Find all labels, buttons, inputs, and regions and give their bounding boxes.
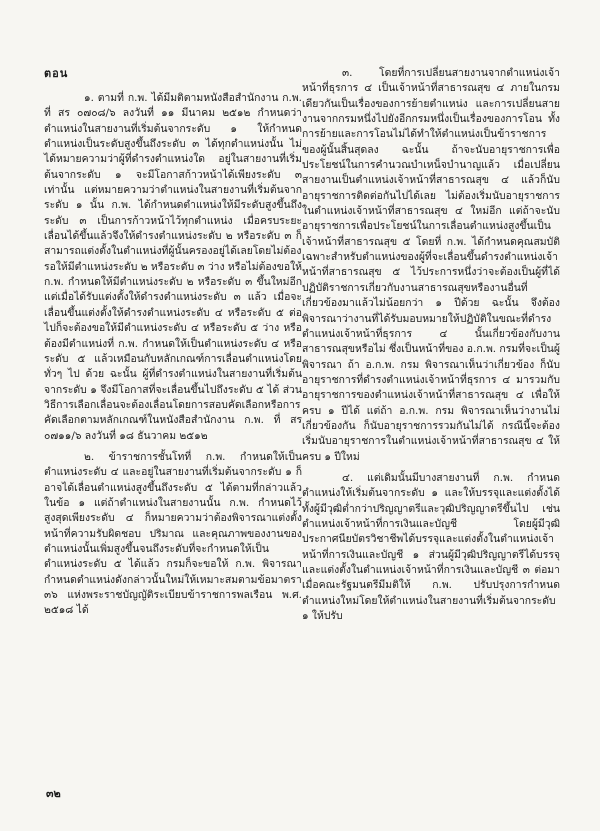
right-column xyxy=(302,66,560,624)
paragraph-2: ๒. ข้าราชการชั้นโทที่ ก.พ. กำหนดให้เป็นตำแหน่งระดับ ๔ และอยู่ในสายงานที่เริ่มต้นจากระดับ ๑ ก็อาจได้เลื่อนตำแหน่งสูงขึ้นถึงระดับ ๕ ได้ตามที่กล่าวแล้วในข้อ ๑ แต่ถ้าตำแหน่งในสายงานนั้น ก.พ. กำหนดไว้สูงสุดเพียงระดับ ๔ ก็หมายความว่าต้องพิจารณาแต่งตั้ง หน้าที่ความรับผิดชอบ ปริมาณ และคุณภาพของงานของตำแหน่งนั้นเพิ่มสูงขึ้นจนถึงระดับที่จะกำหนดให้เป็นตำแหน่งระดับ ๕ ได้แล้ว กรมก็จะขอให้ ก.พ. พิจารณากำหนดตำแหน่งดังกล่าวนั้นใหม่ให้เหมาะสมตามข้อมาตรา ๓๖ แห่งพระราชบัญญัติระเบียบข้าราชการพลเรือน พ.ศ. ๒๕๑๘ ได้ xyxy=(44,450,302,617)
paragraph-3: ๓. โดยที่การเปลี่ยนสายงานจากตำแหน่งเจ้าหน้าที่ธุรการ ๔ เป็นเจ้าหน้าที่สาธารณสุข ๔ ภายในกรมเดียวกันเป็นเรื่องของการย้ายตำแหน่ง และการเปลี่ยนสายงานจากกรมหนึ่งไปยังอีกกรมหนึ่งเป็นเรื่องของการโอน ทั้งการย้ายและการโอนไม่ได้ทำให้ตำแหน่งเป็นข้าราชการของผู้นั้นสิ้นสุดลง ฉะนั้น ถ้าจะนับอายุราชการเพื่อประโยชน์ในการคำนวณบำเหน็จบำนาญแล้ว เมื่อเปลี่ยนสายงานเป็นตำแหน่งเจ้าหน้าที่สาธารณสุข ๔ แล้วก็นับอายุราชการติดต่อกันไปได้เลย ไม่ต้องเริ่มนับอายุราชการในตำแหน่งเจ้าหน้าที่สาธารณสุข ๔ ใหม่อีก แต่ถ้าจะนับอายุราชการเพื่อประโยชน์ในการเลื่อนตำแหน่งสูงขึ้นเป็นเจ้าหน้าที่สาธารณสุข ๕ โดยที่ ก.พ. ได้กำหนดคุณสมบัติเฉพาะสำหรับตำแหน่งของผู้ที่จะเลื่อนขึ้นดำรงตำแหน่งเจ้าหน้าที่สาธารณสุข ๕ ไว้ประการหนึ่งว่าจะต้องเป็นผู้ที่ได้ปฏิบัติราชการเกี่ยวกับงานสาธารณสุขหรืองานอื่นที่เกี่ยวข้องมาแล้วไม่น้อยกว่า ๑ ปีด้วย ฉะนั้น จึงต้องพิจารณาว่างานที่ได้รับมอบหมายให้ปฏิบัติในขณะที่ดำรงตำแหน่งเจ้าหน้าที่ธุรการ ๔ นั้นเกี่ยวข้องกับงานสาธารณสุขหรือไม่ ซึ่งเป็นหน้าที่ของ อ.ก.พ. กรมที่จะเป็นผู้พิจารณา ถ้า อ.ก.พ. กรม พิจารณาเห็นว่าเกี่ยวข้อง ก็นับอายุราชการที่ดำรงตำแหน่งเจ้าหน้าที่ธุรการ ๔ มารวมกับอายุราชการของตำแหน่งเจ้าหน้าที่สาธารณสุข ๔ เพื่อให้ครบ ๑ ปีได้ แต่ถ้า อ.ก.พ. กรม พิจารณาเห็นว่างานไม่เกี่ยวข้องกัน ก็นับอายุราชการรวมกันไม่ได้ กรณีนี้จะต้องเริ่มนับอายุราชการในตำแหน่งเจ้าหน้าที่สาธารณสุข ๔ ให้ครบ ๑ ปีใหม่ xyxy=(302,67,560,463)
page-header-label: ตอน xyxy=(44,67,69,80)
page-number: ๓๒ xyxy=(46,787,61,800)
left-column xyxy=(44,91,302,619)
paragraph-4: ๔. แต่เดิมนั้นมีบางสายงานที่ ก.พ. กำหนดตำแหน่งให้เริ่มต้นจากระดับ ๑ และให้บรรจุและแต่งตั้งได้ทั้งผู้มีวุฒิต่ำกว่าปริญญาตรีและวุฒิปริญญาตรีขึ้นไป เช่นตำแหน่งเจ้าหน้าที่การเงินและบัญชี โดยผู้มีวุฒิประกาศนียบัตรวิชาชีพได้บรรจุและแต่งตั้งในตำแหน่งเจ้าหน้าที่การเงินและบัญชี ๑ ส่วนผู้มีวุฒิปริญญาตรีได้บรรจุและแต่งตั้งในตำแหน่งเจ้าหน้าที่การเงินและบัญชี ๓ ต่อมาเมื่อคณะรัฐมนตรีมีมติให้ ก.พ. ปรับปรุงการกำหนดตำแหน่งใหม่โดยให้ตำแหน่งในสายงานที่เริ่มต้นจากระดับ ๑ ให้ปรับ xyxy=(302,471,560,623)
paragraph-1: ๑. ตามที่ ก.พ. ได้มีมติตามหนังสือสำนักงาน ก.พ. ที่ สร ๐๗๐๘/๖ ลงวันที่ ๑๑ มีนาคม ๒๕๑๒ กำหนดว่าตำแหน่งในสายงานที่เริ่มต้นจากระดับ ๑ ให้กำหนดตำแหน่งเป็นระดับสูงขึ้นถึงระดับ ๓ ได้ทุกตำแหน่งนั้น ไม่ได้หมายความว่าผู้ที่ดำรงตำแหน่งใด อยู่ในสายงานที่เริ่มต้นจากระดับ ๑ จะมีโอกาสก้าวหน้าได้เพียงระดับ ๓ เท่านั้น แต่หมายความว่าตำแหน่งในสายงานที่เริ่มต้นจากระดับ ๑ นั้น ก.พ. ได้กำหนดตำแหน่งให้มีระดับสูงขึ้นถึงระดับ ๓ เป็นการก้าวหน้าไว้ทุกตำแหน่ง เมื่อครบระยะเลื่อนได้ขึ้นแล้วจึงให้ดำรงตำแหน่งระดับ ๒ หรือระดับ ๓ ก็สามารถแต่งตั้งในตำแหน่งที่ผู้นั้นครองอยู่ได้เลยโดยไม่ต้องรอให้มีตำแหน่งระดับ ๒ หรือระดับ ๓ ว่าง หรือไม่ต้องขอให้ ก.พ. กำหนดให้มีตำแหน่งระดับ ๒ หรือระดับ ๓ ขึ้นใหม่อีก แต่เมื่อได้รับแต่งตั้งให้ดำรงตำแหน่งระดับ ๓ แล้ว เมื่อจะเลื่อนขึ้นแต่งตั้งให้ดำรงตำแหน่งระดับ ๔ หรือระดับ ๕ ต่อไปก็จะต้องขอให้มีตำแหน่งระดับ ๔ หรือระดับ ๕ ว่าง หรือต้องมีตำแหน่งที่ ก.พ. กำหนดให้เป็นตำแหน่งระดับ ๔ หรือระดับ ๕ แล้วเหมือนกับหลักเกณฑ์การเลื่อนตำแหน่งโดยทั่วๆ ไป ด้วย ฉะนั้น ผู้ที่ดำรงตำแหน่งในสายงานที่เริ่มต้นจากระดับ ๑ จึงมีโอกาสที่จะเลื่อนขึ้นไปถึงระดับ ๕ ได้ ส่วนวิธีการเลือกเลื่อนจะต้องเลื่อนโดยการสอบคัดเลือกหรือการคัดเลือกตามหลักเกณฑ์ในหนังสือสำนักงาน ก.พ. ที่ สร ๐๗๑๑/๖ ลงวันที่ ๑๘ ธันวาคม ๒๕๑๒ xyxy=(44,92,302,442)
